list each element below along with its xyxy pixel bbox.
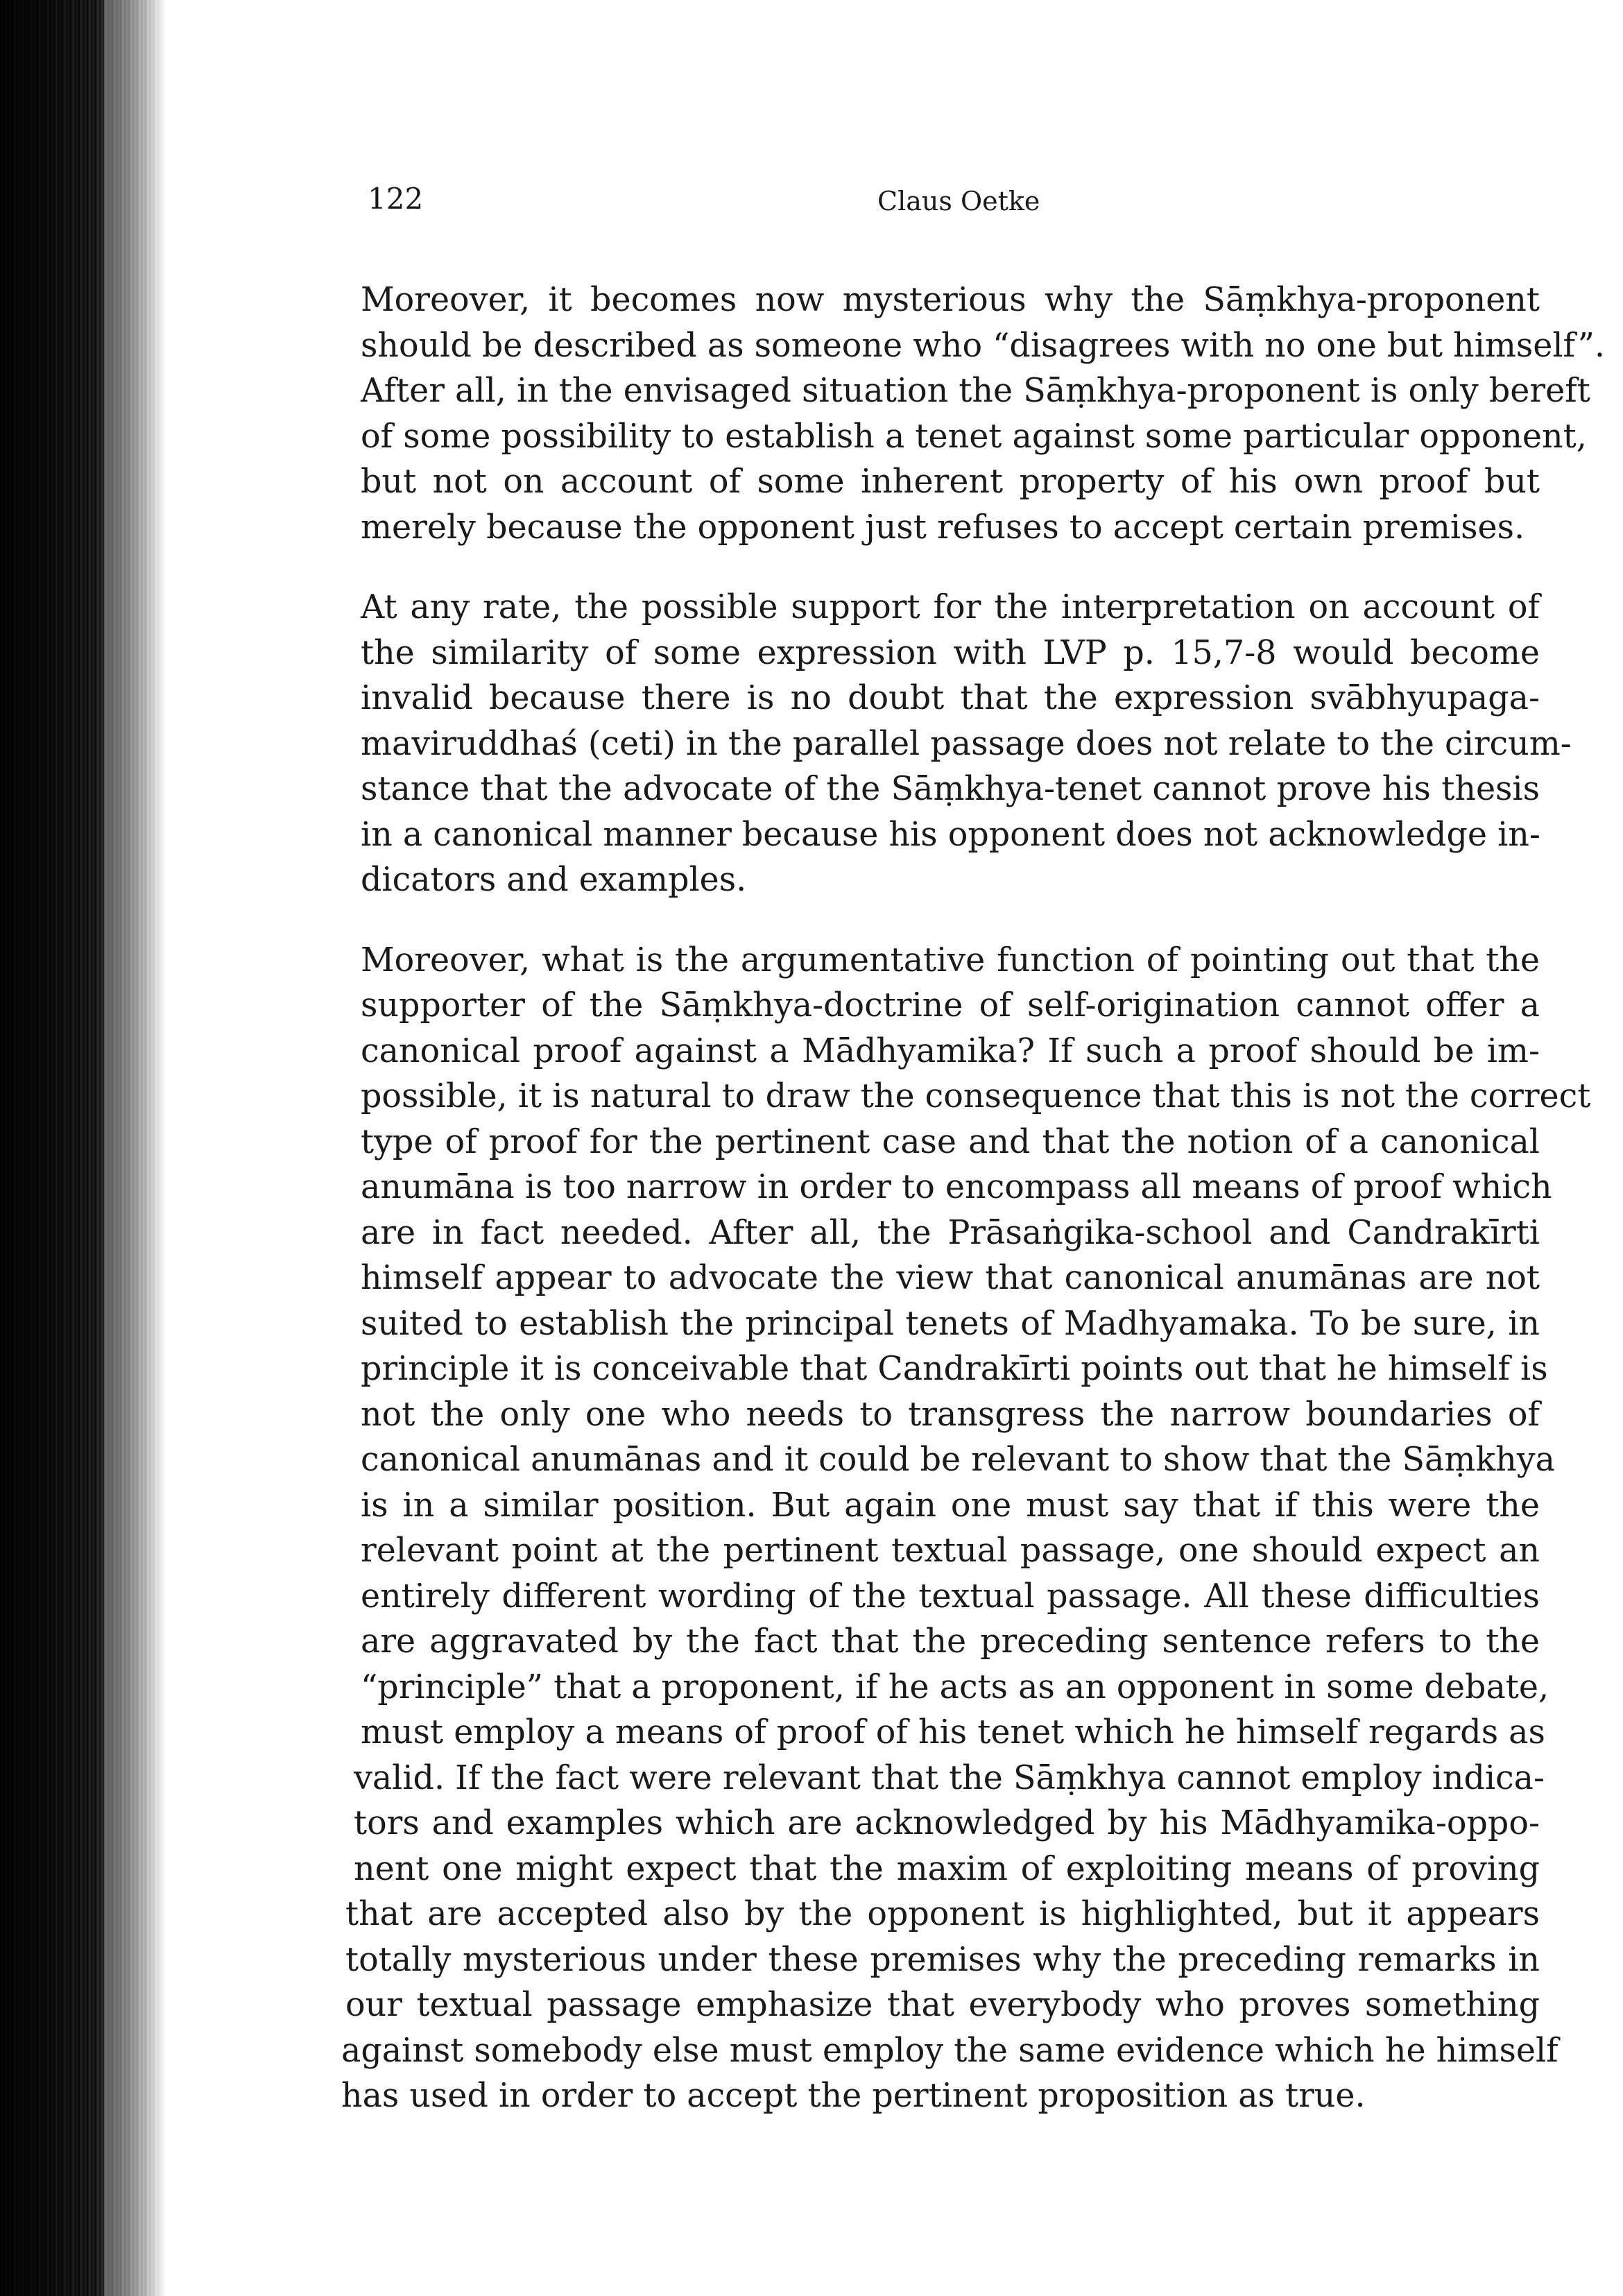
text-line: totally mysterious under these premises why the preceding remarks in	[345, 1940, 1540, 1979]
text-line: that are accepted also by the opponent is highlighted, but it appears	[345, 1895, 1540, 1933]
text-line: must employ a means of proof of his tenet which he himself regards as	[361, 1713, 1545, 1751]
text-line: stance that the advocate of the Sāṃkhya-tenet cannot prove his thesis	[361, 770, 1540, 808]
text-line: himself appear to advocate the view that canonical anumānas are not	[361, 1259, 1540, 1297]
text-line: the similarity of some expression with LVP p. 15,7-8 would become	[361, 633, 1540, 672]
text-line: maviruddhaś (ceti) in the parallel passage does not relate to the circum-	[361, 724, 1572, 763]
paragraph-1	[361, 277, 1606, 550]
body-text	[341, 277, 1606, 2154]
text-line: in a canonical manner because his opponent does not acknowledge in-	[361, 815, 1540, 854]
text-line: principle it is conceivable that Candrakīrti points out that he himself is	[361, 1350, 1548, 1388]
text-line: entirely different wording of the textual passage. All these difficulties	[361, 1577, 1540, 1616]
text-line: possible, it is natural to draw the consequence that this is not the correct	[361, 1077, 1591, 1115]
text-line: tors and examples which are acknowledged by his Mādhyamika-oppo-	[354, 1804, 1540, 1842]
text-line: valid. If the fact were relevant that the Sāṃkhya cannot employ indica-	[354, 1758, 1545, 1797]
text-line: canonical proof against a Mādhyamika? If such a proof should be im-	[361, 1031, 1540, 1070]
page-number: 122	[368, 182, 424, 216]
paragraph-3	[341, 938, 1591, 2119]
text-line: suited to establish the principal tenets of Madhyamaka. To be sure, in	[361, 1304, 1540, 1343]
text-line: Moreover, it becomes now mysterious why the Sāṃkhya-proponent	[361, 281, 1540, 319]
text-line: merely because the opponent just refuses to accept certain premises.	[361, 508, 1525, 547]
text-line: are aggravated by the fact that the preceding sentence refers to the	[361, 1622, 1540, 1661]
text-line: Moreover, what is the argumentative function of pointing out that the	[361, 941, 1540, 979]
text-line: of some possibility to establish a tenet against some particular opponent,	[361, 417, 1587, 456]
text-line: After all, in the envisaged situation the Sāṃkhya-proponent is only bereft	[361, 372, 1590, 410]
text-line: relevant point at the pertinent textual passage, one should expect an	[361, 1532, 1540, 1570]
page-header	[368, 182, 1547, 223]
text-line: against somebody else must employ the same evidence which he himself	[341, 2031, 1558, 2070]
text-line: type of proof for the pertinent case and that the notion of a canonical	[361, 1122, 1540, 1161]
text-line: anumāna is too narrow in order to encompass all means of proof which	[361, 1168, 1552, 1206]
text-line: “principle” that a proponent, if he acts as an opponent in some debate,	[361, 1668, 1549, 1706]
text-line: our textual passage emphasize that everybody who proves something	[345, 1986, 1540, 2024]
text-line: nent one might expect that the maxim of exploiting means of proving	[354, 1849, 1540, 1888]
text-line: has used in order to accept the pertinent proposition as true.	[341, 2077, 1366, 2115]
text-line: canonical anumānas and it could be relevant to show that the Sāṃkhya	[361, 1441, 1555, 1479]
text-line: invalid because there is no doubt that the expression svābhyupaga-	[361, 679, 1540, 717]
text-line: not the only one who needs to transgress the narrow boundaries of	[361, 1395, 1540, 1434]
text-line: should be described as someone who “disagrees with no one but himself”.	[361, 326, 1606, 365]
scan-binding-fade	[104, 0, 166, 2296]
text-line: is in a similar position. But again one must say that if this were the	[361, 1486, 1540, 1525]
text-line: are in fact needed. After all, the Prāsaṅgika-school and Candrakīrti	[361, 1213, 1540, 1252]
text-line: At any rate, the possible support for the interpretation on account of	[361, 588, 1540, 626]
paragraph-2	[361, 585, 1572, 903]
text-line: supporter of the Sāṃkhya-doctrine of self-origination cannot offer a	[361, 986, 1540, 1025]
text-line: dicators and examples.	[361, 861, 747, 899]
text-line: but not on account of some inherent property of his own proof but	[361, 463, 1540, 501]
running-head-author: Claus Oetke	[877, 186, 1040, 216]
